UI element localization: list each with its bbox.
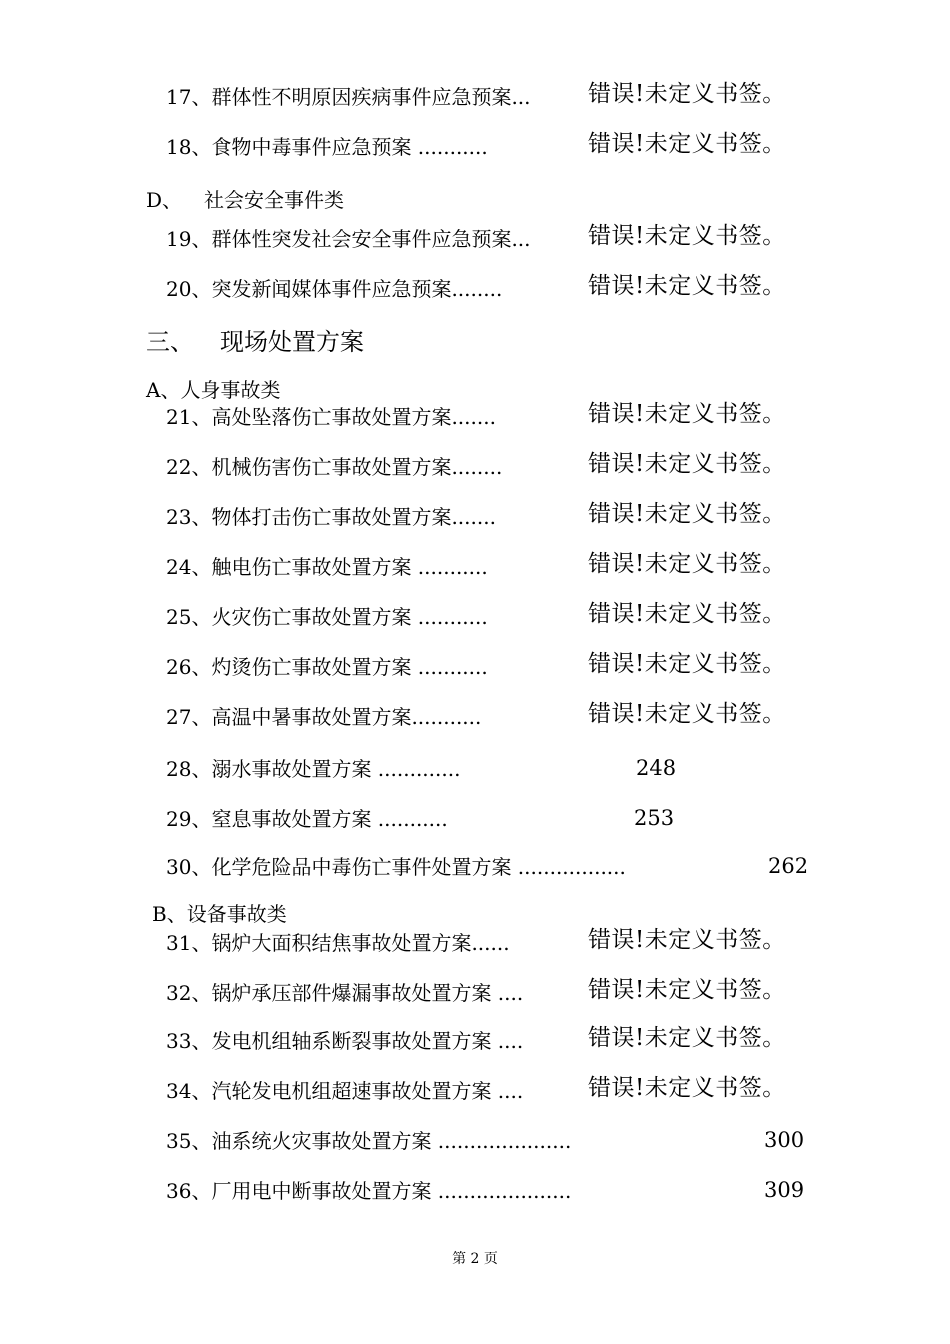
subsection-b-heading: B、设备事故类 (152, 902, 287, 926)
toc-entry-title: 33、发电机组轴系断裂事故处置方案 .... (166, 1029, 524, 1053)
section-d-heading (146, 184, 344, 213)
section-3-prefix: 三、 (146, 328, 194, 356)
toc-entry-page-number: 309 (764, 1178, 805, 1202)
section-3-heading (146, 322, 364, 357)
toc-entry-title: 20、突发新闻媒体事件应急预案........ (166, 277, 503, 301)
toc-entry-title: 28、溺水事故处置方案 ............. (166, 757, 461, 781)
toc-entry-title: 31、锅炉大面积结焦事故处置方案...... (166, 931, 510, 955)
toc-entry-title: 26、灼烫伤亡事故处置方案 ........... (166, 655, 488, 679)
toc-entry-error-ref: 错误!未定义书签。 (588, 927, 786, 953)
section-d-title: 社会安全事件类 (204, 188, 345, 212)
toc-entry-title: 30、化学危险品中毒伤亡事件处置方案 ................. (166, 855, 626, 879)
toc-entry-title: 19、群体性突发社会安全事件应急预案... (166, 227, 531, 251)
toc-entry-error-ref: 错误!未定义书签。 (588, 1025, 786, 1051)
section-d-prefix: D、 (146, 188, 183, 212)
toc-entry-title: 36、厂用电中断事故处置方案 ..................... (166, 1179, 572, 1203)
toc-entry-error-ref: 错误!未定义书签。 (588, 273, 786, 299)
toc-entry-error-ref: 错误!未定义书签。 (588, 601, 786, 627)
toc-entry-title: 32、锅炉承压部件爆漏事故处置方案 .... (166, 981, 524, 1005)
toc-entry-error-ref: 错误!未定义书签。 (588, 401, 786, 427)
toc-entry-error-ref: 错误!未定义书签。 (588, 81, 786, 107)
toc-entry-error-ref: 错误!未定义书签。 (588, 501, 786, 527)
subsection-a-heading: A、人身事故类 (146, 378, 281, 402)
toc-entry-title: 34、汽轮发电机组超速事故处置方案 .... (166, 1079, 524, 1103)
toc-entry-title: 23、物体打击伤亡事故处置方案....... (166, 505, 496, 529)
toc-entry-title: 24、触电伤亡事故处置方案 ........... (166, 555, 488, 579)
toc-entry-error-ref: 错误!未定义书签。 (588, 551, 786, 577)
toc-entry-error-ref: 错误!未定义书签。 (588, 223, 786, 249)
toc-entry-error-ref: 错误!未定义书签。 (588, 651, 786, 677)
toc-entry-error-ref: 错误!未定义书签。 (588, 1075, 786, 1101)
toc-entry-title: 29、窒息事故处置方案 ........... (166, 807, 448, 831)
toc-entry-title: 22、机械伤害伤亡事故处置方案........ (166, 455, 503, 479)
toc-entry-error-ref: 错误!未定义书签。 (588, 131, 786, 157)
toc-entry-error-ref: 错误!未定义书签。 (588, 701, 786, 727)
section-3-title: 现场处置方案 (220, 328, 364, 356)
toc-entry-page-number: 253 (634, 806, 675, 830)
toc-entry-error-ref: 错误!未定义书签。 (588, 977, 786, 1003)
toc-entry-title: 18、食物中毒事件应急预案 ........... (166, 135, 488, 159)
toc-entry-error-ref: 错误!未定义书签。 (588, 451, 786, 477)
page-footer: 第 2 页 (452, 1251, 498, 1267)
toc-entry-page-number: 248 (636, 756, 677, 780)
toc-entry-title: 27、高温中暑事故处置方案........... (166, 705, 482, 729)
toc-entry-title: 21、高处坠落伤亡事故处置方案....... (166, 405, 496, 429)
toc-entry-title: 35、油系统火灾事故处置方案 ..................... (166, 1129, 572, 1153)
toc-entry-page-number: 300 (764, 1128, 805, 1152)
toc-entry-page-number: 262 (768, 854, 809, 878)
toc-entry-title: 25、火灾伤亡事故处置方案 ........... (166, 605, 488, 629)
toc-entry-title: 17、群体性不明原因疾病事件应急预案... (166, 85, 531, 109)
